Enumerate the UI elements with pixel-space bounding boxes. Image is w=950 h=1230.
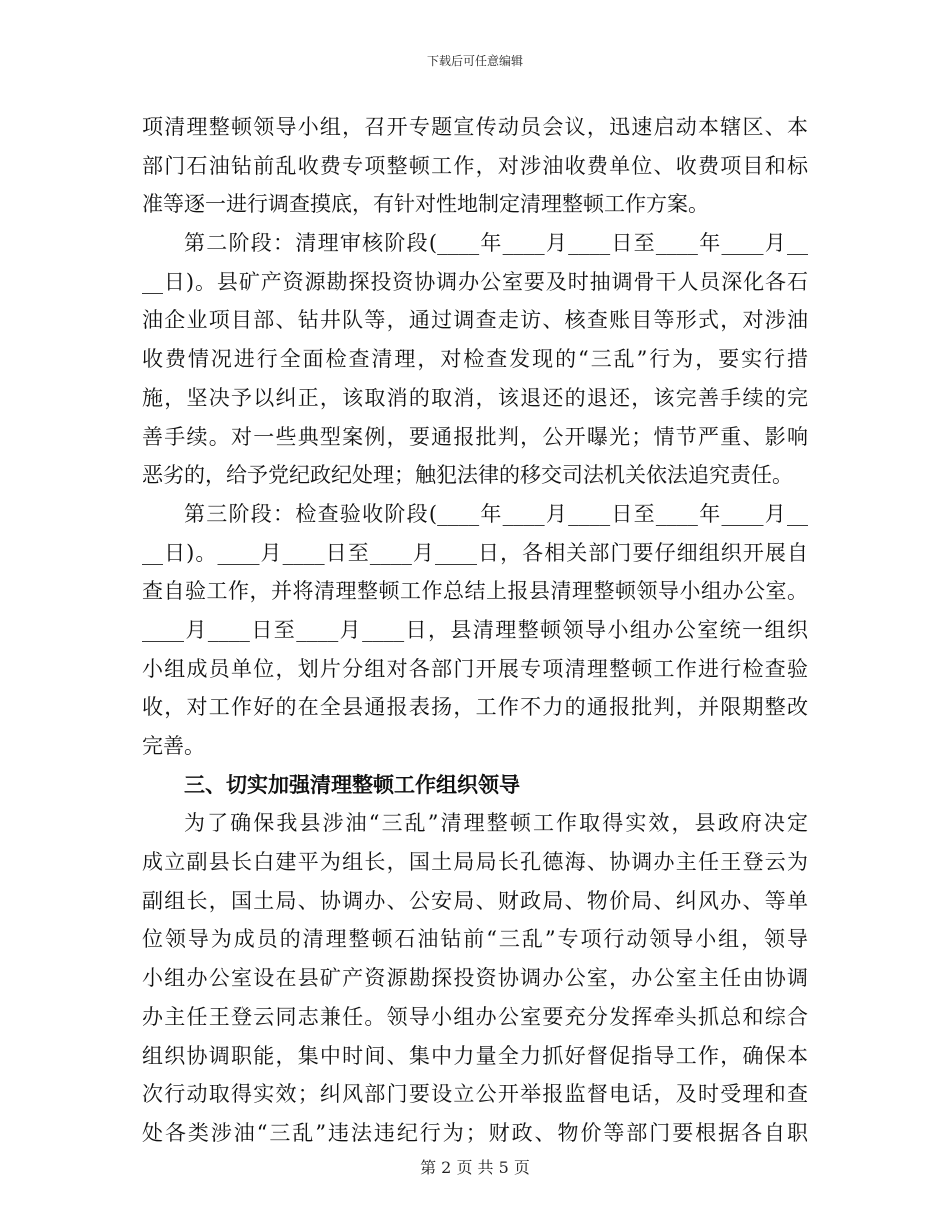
text-line: 办主任王登云同志兼任。领导小组办公室要充分发挥牵头抓总和综合 [142, 1004, 808, 1029]
text-line: __日)。县矿产资源勘探投资协调办公室要及时抽调骨干人员深化各石 [142, 269, 808, 294]
text-line: 次行动取得实效；纠风部门要设立公开举报监督电话，及时受理和查 [142, 1082, 808, 1107]
text-line: 恶劣的，给予党纪政纪处理；触犯法律的移交司法机关依法追究责任。 [142, 463, 793, 488]
text-line: 位领导为成员的清理整顿石油钻前“三乱”专项行动领导小组，领导 [142, 927, 808, 952]
text-line: 小组成员单位，划片分组对各部门开展专项清理整顿工作进行检查验 [142, 656, 808, 681]
text-line: 组织协调职能，集中时间、集中力量全力抓好督促指导工作，确保本 [142, 1043, 808, 1068]
text-line: __日)。____月____日至____月____日，各相关部门要仔细组织开展自 [142, 540, 808, 565]
text-line: 小组办公室设在县矿产资源勘探投资协调办公室，办公室主任由协调 [142, 966, 808, 991]
text-line: 查自验工作，并将清理整顿工作总结上报县清理整顿领导小组办公室。 [142, 579, 808, 604]
text-line: 施，坚决予以纠正，该取消的取消，该退还的退还，该完善手续的完 [142, 385, 808, 410]
text-line: 第三阶段：检查验收阶段(____年____月____日至____年____月__ [184, 501, 808, 526]
text-line: 准等逐一进行调查摸底，有针对性地制定清理整顿工作方案。 [142, 192, 709, 217]
page-header-note: 下载后可任意编辑 [426, 54, 523, 68]
text-line: 成立副县长白建平为组长，国土局局长孔德海、协调办主任王登云为 [142, 850, 808, 875]
text-line: 第二阶段：清理审核阶段(____年____月____日至____年____月__ [184, 231, 808, 256]
text-line: 处各类涉油“三乱”违法违纪行为；财政、物价等部门要根据各自职 [142, 1120, 808, 1145]
text-line: 副组长，国土局、协调办、公安局、财政局、物价局、纠风办、等单 [142, 888, 808, 913]
section-heading: 三、切实加强清理整顿工作组织领导 [184, 772, 520, 797]
text-line: 收费情况进行全面检查清理，对检查发现的“三乱”行为，要实行措 [142, 347, 808, 372]
text-line: ____月____日至____月____日，县清理整顿领导小组办公室统一组织 [142, 617, 808, 642]
text-line: 部门石油钻前乱收费专项整顿工作，对涉油收费单位、收费项目和标 [142, 153, 808, 178]
text-line: 为了确保我县涉油“三乱”清理整顿工作取得实效，县政府决定 [184, 811, 808, 836]
page-number: 第 2 页 共 5 页 [420, 1158, 530, 1177]
text-line: 完善。 [142, 734, 205, 758]
text-line: 收，对工作好的在全县通报表扬，工作不力的通报批判，并限期整改 [142, 695, 808, 720]
text-line: 油企业项目部、钻井队等，通过调查走访、核查账目等形式，对涉油 [142, 308, 808, 333]
document-body [142, 108, 808, 1153]
text-line: 善手续。对一些典型案例，要通报批判，公开曝光；情节严重、影响 [142, 424, 808, 449]
text-line: 项清理整顿领导小组，召开专题宣传动员会议，迅速启动本辖区、本 [142, 115, 808, 139]
